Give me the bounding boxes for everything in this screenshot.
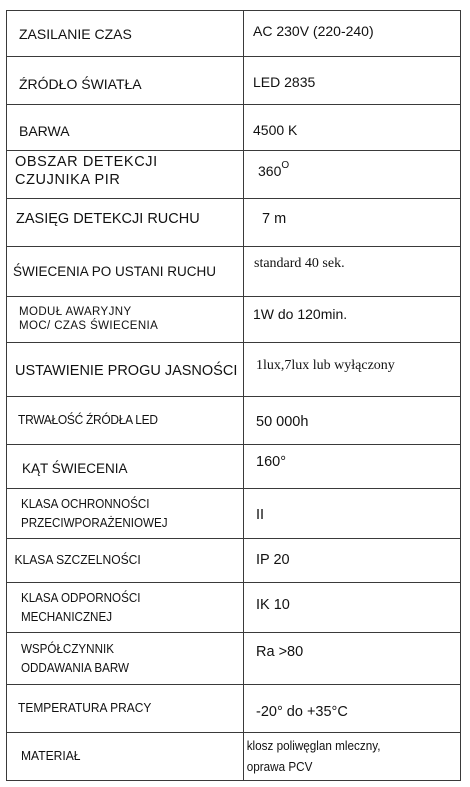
degree-sup: O [281, 160, 290, 171]
row-label-cell [7, 11, 244, 57]
table-row [7, 633, 461, 685]
row-label-cell [7, 343, 244, 397]
row-label-cell [7, 685, 244, 733]
row-label-cell [7, 297, 244, 343]
row-value: 7 m [262, 210, 287, 227]
value-text: 360 [258, 163, 282, 179]
row-value-cell [244, 633, 461, 685]
row-label-cell [7, 199, 244, 247]
row-label: KĄT ŚWIECENIA [22, 461, 128, 477]
row-value-cell [244, 583, 461, 633]
row-label-cell [7, 633, 244, 685]
row-value: standard 40 sek. [254, 256, 345, 271]
row-value: Ra >80 [256, 643, 304, 660]
row-label: MATERIAŁ [20, 748, 81, 764]
row-label: BARWA [19, 122, 70, 139]
row-label: ŹRÓDŁO ŚWIATŁA [19, 75, 142, 92]
table-row [7, 297, 461, 343]
row-label-cell [7, 105, 244, 151]
row-label: KLASA OCHRONNOŚCI PRZECIWPORAŻENIOWEJ [20, 497, 168, 530]
row-label: ZASILANIE CZAS [19, 25, 132, 42]
table-row [7, 445, 461, 489]
row-value-cell [244, 539, 461, 583]
row-label-cell [7, 445, 244, 489]
table-row [7, 397, 461, 445]
row-label-cell [7, 397, 244, 445]
row-label: USTAWIENIE PROGU JASNOŚCI [15, 363, 238, 380]
table-row [7, 11, 461, 57]
row-label: TRWAŁOŚĆ ŹRÓDŁA LED [18, 412, 158, 428]
table-row [7, 343, 461, 397]
table-row [7, 57, 461, 105]
row-label-cell [7, 733, 244, 781]
table-row [7, 247, 461, 297]
row-label-cell [7, 539, 244, 583]
row-value-cell [244, 397, 461, 445]
row-value-cell [244, 57, 461, 105]
row-value: IP 20 [256, 551, 290, 568]
table-row [7, 733, 461, 781]
row-value: klosz poliwęglan mleczny, oprawa PCV [246, 738, 381, 774]
row-label-cell [7, 247, 244, 297]
row-value: II [256, 506, 265, 523]
row-label: OBSZAR DETEKCJI CZUJNIKA PIR [15, 154, 158, 188]
row-value-cell [244, 151, 461, 199]
row-value-cell [244, 199, 461, 247]
row-label-cell [7, 151, 244, 199]
spec-table [6, 10, 461, 781]
table-row [7, 489, 461, 539]
row-label: KLASA SZCZELNOŚCI [14, 552, 141, 568]
row-label-cell [7, 489, 244, 539]
row-value-cell [244, 445, 461, 489]
row-value: -20° do +35°C [256, 703, 348, 720]
row-label: KLASA ODPORNOŚCI MECHANICZNEJ [20, 591, 141, 624]
table-row [7, 685, 461, 733]
row-value: 4500 K [253, 122, 298, 139]
row-value: 160° [256, 454, 286, 470]
row-label: MODUŁ AWARYJNY MOC/ CZAS ŚWIECENIA [19, 305, 159, 332]
row-value: IK 10 [256, 596, 290, 613]
row-label: ZASIĘG DETEKCJI RUCHU [16, 211, 200, 228]
row-value-cell [244, 247, 461, 297]
row-value-cell [244, 343, 461, 397]
row-value [244, 159, 460, 181]
row-value-cell [244, 489, 461, 539]
row-value-cell [244, 297, 461, 343]
row-value: 1lux,7lux lub wyłączony [256, 358, 395, 374]
row-value-cell [244, 685, 461, 733]
row-value: 1W do 120min. [253, 306, 348, 323]
row-label: ŚWIECENIA PO USTANI RUCHU [13, 264, 217, 280]
row-label-cell [7, 583, 244, 633]
table-row [7, 199, 461, 247]
table-row [7, 151, 461, 199]
table-row [7, 105, 461, 151]
row-value-cell [244, 105, 461, 151]
row-value-cell [244, 733, 461, 781]
row-value: LED 2835 [253, 74, 316, 91]
row-label: WSPÓŁCZYNNIK ODDAWANIA BARW [20, 642, 130, 675]
row-value-cell [244, 11, 461, 57]
row-label: TEMPERATURA PRACY [18, 700, 152, 716]
row-label-cell [7, 57, 244, 105]
table-row [7, 583, 461, 633]
row-value: 50 000h [256, 413, 309, 430]
table-row [7, 539, 461, 583]
row-value: AC 230V (220-240) [253, 23, 374, 39]
